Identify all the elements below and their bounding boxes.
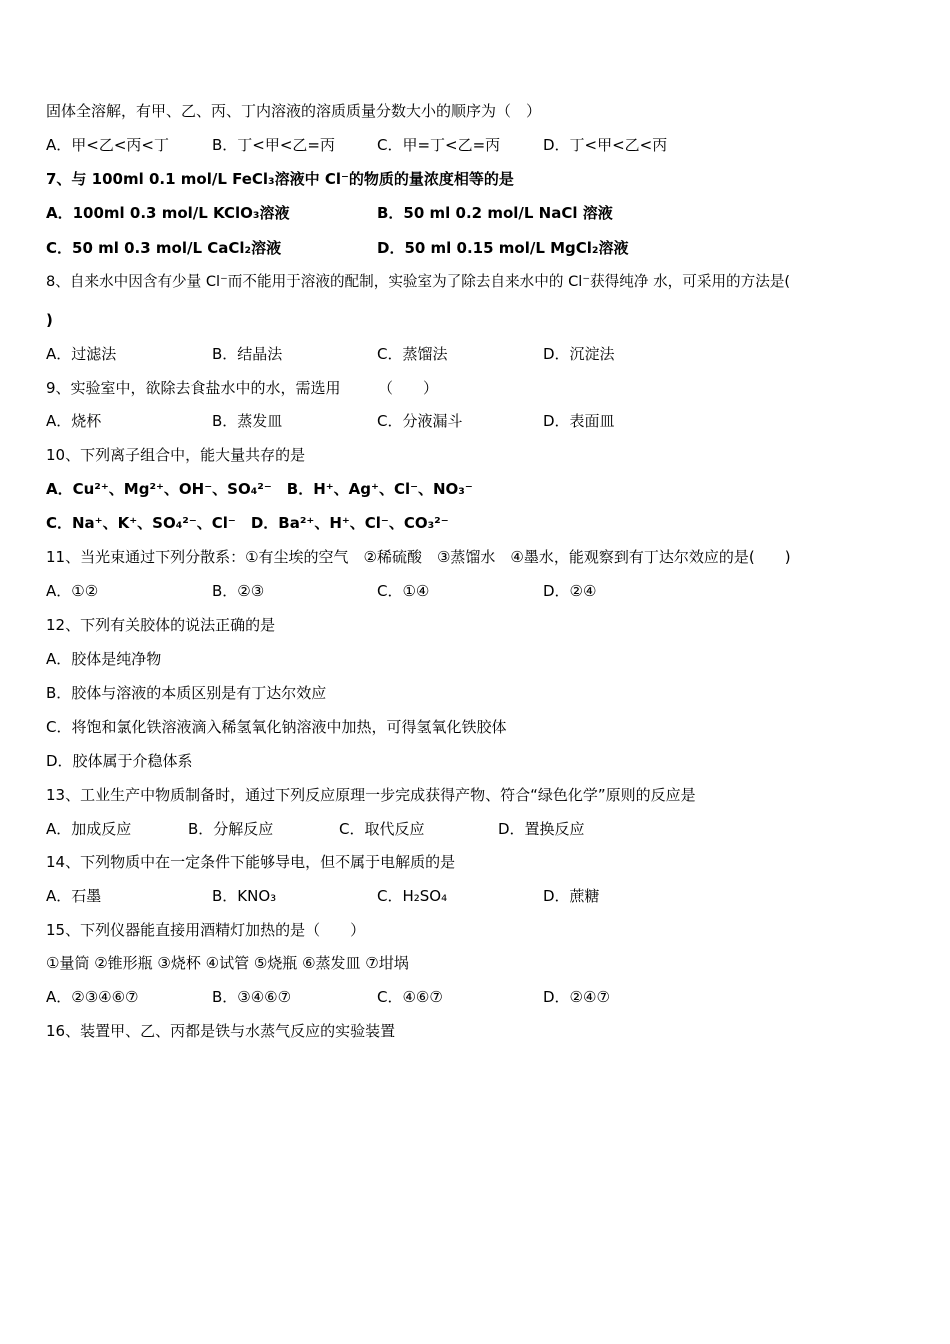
q15-option-a: A．②③④⑥⑦	[46, 988, 139, 1006]
q14-option-d: D．蔗糖	[543, 887, 600, 905]
q6-option-c: C．甲=丁<乙=丙	[377, 136, 501, 154]
q8-option-d: D．沉淀法	[543, 345, 615, 363]
q7-stem: 7、与 100ml 0.1 mol/L FeCl₃溶液中 Cl⁻的物质的量浓度相等的是	[46, 170, 514, 188]
q13-stem: 13、工业生产中物质制备时，通过下列反应原理一步完成获得产物、符合“绿色化学”原则的反应是	[46, 786, 696, 804]
q9-option-c: C．分液漏斗	[377, 412, 463, 430]
q8-option-c: C．蒸馏法	[377, 345, 448, 363]
q14-option-a: A．石墨	[46, 887, 102, 905]
q13-option-d: D．置换反应	[498, 820, 585, 838]
q9-option-a: A．烧杯	[46, 412, 102, 430]
q14-stem: 14、下列物质中在一定条件下能够导电，但不属于电解质的是	[46, 853, 456, 871]
q13-option-a: A．加成反应	[46, 820, 132, 838]
q7-option-b: B．50 ml 0.2 mol/L NaCl 溶液	[377, 204, 613, 222]
q15-instrument-list: ①量筒 ②锥形瓶 ③烧杯 ④试管 ⑤烧瓶 ⑥蒸发皿 ⑦坩埚	[46, 954, 409, 972]
q14-option-b: B．KNO₃	[212, 887, 277, 905]
q15-option-b: B．③④⑥⑦	[212, 988, 292, 1006]
q10-options-ab: A．Cu²⁺、Mg²⁺、OH⁻、SO₄²⁻ B．H⁺、Ag⁺、Cl⁻、NO₃⁻	[46, 480, 473, 498]
q13-option-c: C．取代反应	[339, 820, 425, 838]
q11-option-b: B．②③	[212, 582, 265, 600]
q10-stem: 10、下列离子组合中，能大量共存的是	[46, 446, 306, 464]
q9-option-b: B．蒸发皿	[212, 412, 283, 430]
q13-option-b: B．分解反应	[188, 820, 274, 838]
q14-option-c: C．H₂SO₄	[377, 887, 448, 905]
q6-option-d: D．丁<甲<乙<丙	[543, 136, 668, 154]
q12-stem: 12、下列有关胶体的说法正确的是	[46, 616, 276, 634]
q8-option-a: A．过滤法	[46, 345, 117, 363]
q9-option-d: D．表面皿	[543, 412, 615, 430]
q8-option-b: B．结晶法	[212, 345, 283, 363]
q6-option-a: A．甲<乙<丙<丁	[46, 136, 169, 154]
q16-stem: 16、装置甲、乙、丙都是铁与水蒸气反应的实验装置	[46, 1022, 396, 1040]
q15-stem: 15、下列仪器能直接用酒精灯加热的是（ ）	[46, 921, 366, 939]
q15-option-c: C．④⑥⑦	[377, 988, 443, 1006]
q11-option-c: C．①④	[377, 582, 430, 600]
q7-option-a: A．100ml 0.3 mol/L KClO₃溶液	[46, 204, 290, 222]
q12-option-b: B．胶体与溶液的本质区别是有丁达尔效应	[46, 684, 327, 702]
q15-option-d: D．②④⑦	[543, 988, 610, 1006]
q10-options-cd: C．Na⁺、K⁺、SO₄²⁻、Cl⁻ D．Ba²⁺、H⁺、Cl⁻、CO₃²⁻	[46, 514, 449, 532]
q7-option-d: D．50 ml 0.15 mol/L MgCl₂溶液	[377, 239, 629, 257]
q11-option-d: D．②④	[543, 582, 597, 600]
q8-stem-continued: )	[46, 311, 53, 329]
q9-stem: 9、实验室中，欲除去食盐水中的水，需选用 （ ）	[46, 379, 439, 397]
q7-option-c: C．50 ml 0.3 mol/L CaCl₂溶液	[46, 239, 282, 257]
q12-option-c: C．将饱和氯化铁溶液滴入稀氢氧化钠溶液中加热，可得氢氧化铁胶体	[46, 718, 507, 736]
q11-stem: 11、当光束通过下列分散系：①有尘埃的空气 ②稀硫酸 ③蒸馏水 ④墨水，能观察到有丁达尔效应的是( )	[46, 548, 791, 566]
q8-stem: 8、自来水中因含有少量 Cl⁻而不能用于溶液的配制，实验室为了除去自来水中的 Cl⁻获得纯净 水，可采用的方法是(	[46, 273, 791, 290]
q11-option-a: A．①②	[46, 582, 99, 600]
q6-stem-continued: 固体全溶解，有甲、乙、丙、丁内溶液的溶质质量分数大小的顺序为（ ）	[46, 102, 542, 120]
q6-option-b: B．丁<甲<乙=丙	[212, 136, 335, 154]
q12-option-a: A．胶体是纯净物	[46, 650, 162, 668]
q12-option-d: D．胶体属于介稳体系	[46, 752, 193, 770]
